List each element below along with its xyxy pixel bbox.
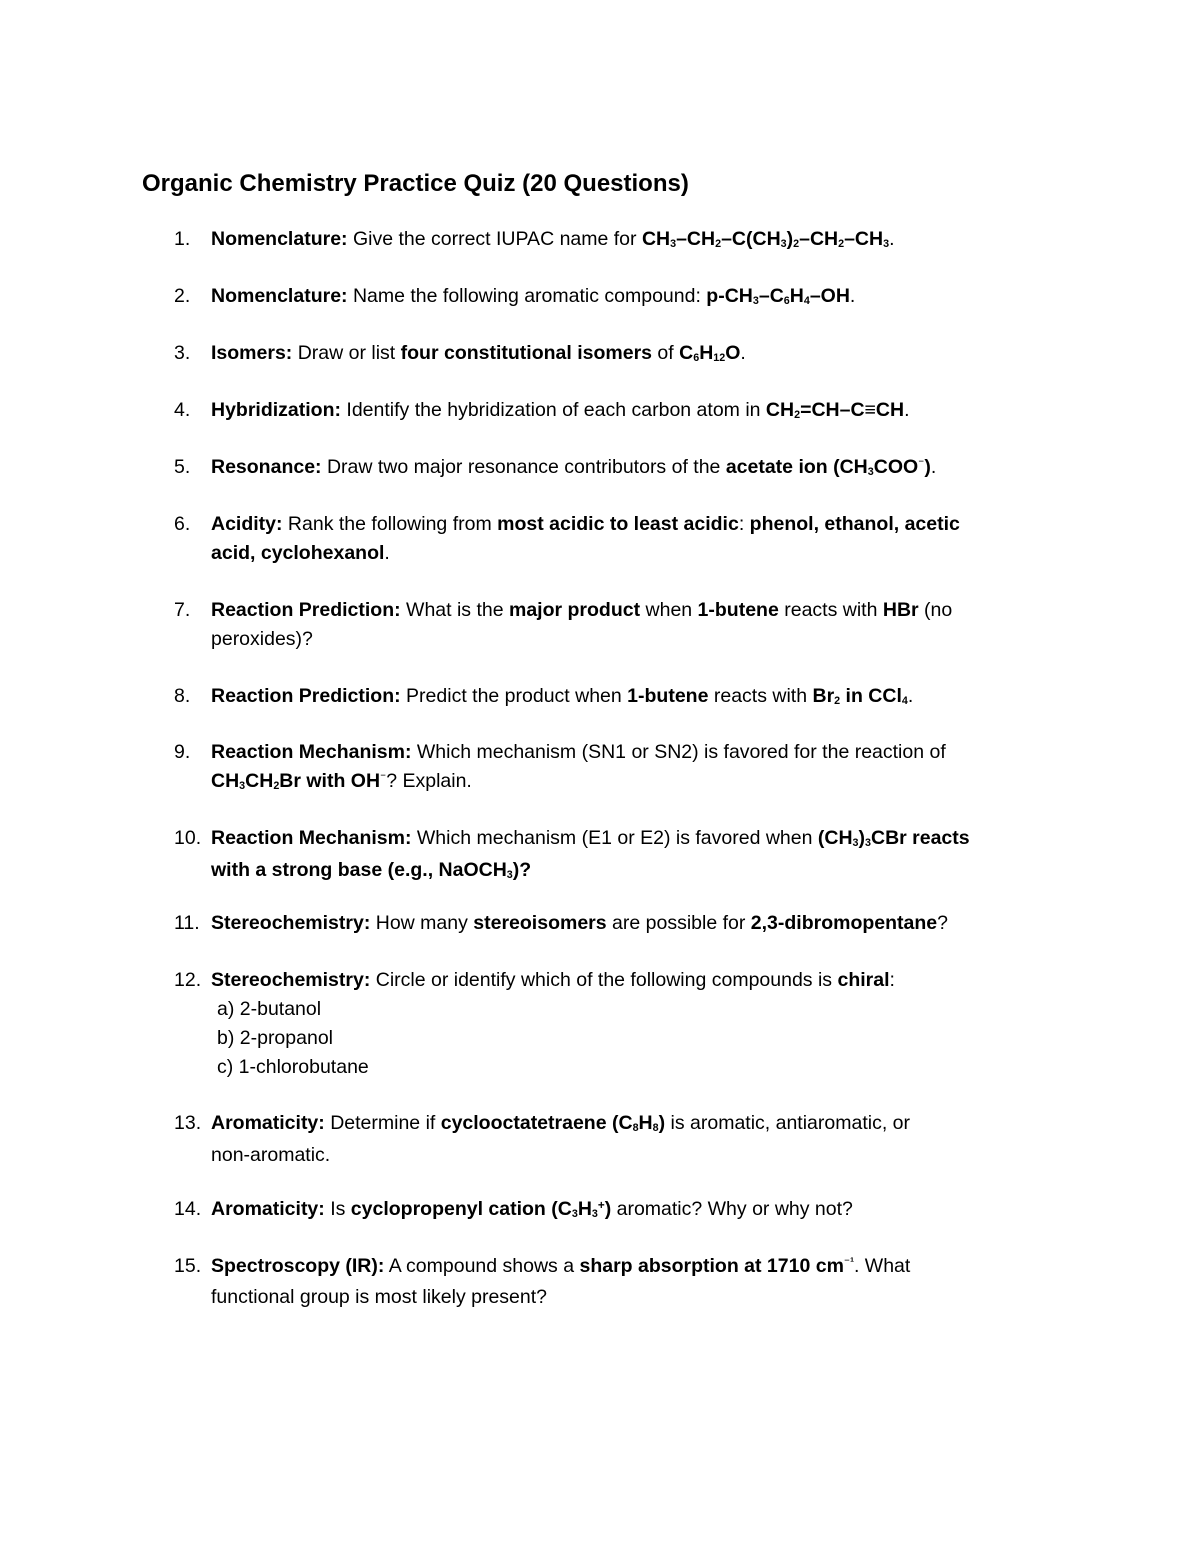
- question-text: Stereochemistry: Circle or identify which of the following compounds is chiral: a) 2-butanol b) 2-propanol c) 1-chlorobutane: [211, 966, 1071, 1082]
- question-text: Aromaticity: Determine if cyclooctatetraene $(C_8H_8)$ is aromatic, antiaromatic, or non-aromatic.: [211, 1112, 911, 1166]
- question-number: 1.: [174, 228, 191, 250]
- question-topic: Nomenclature:: [211, 228, 348, 250]
- question-topic: Reaction Mechanism:: [211, 827, 412, 849]
- question-text: Isomers: Draw or list four constitutional isomers of $C_6H_{12}O$.: [211, 342, 746, 364]
- chemical-formula: $p-CH_3-C_6H_4-OH$: [706, 285, 850, 307]
- question-number: 7.: [174, 599, 191, 621]
- question-text: Nomenclature: Name the following aromatic compound: $p-CH_3-C_6H_4-OH$.: [211, 285, 856, 307]
- question-number: 8.: [174, 685, 191, 707]
- question-text: Nomenclature: Give the correct IUPAC name for $CH_3-CH_2-C(CH_3)_2-CH_2-CH_3$.: [211, 228, 895, 250]
- question-topic: Isomers:: [211, 342, 293, 364]
- question-number: 9.: [174, 741, 191, 763]
- question-number: 11.: [174, 912, 200, 934]
- question-topic: Aromaticity:: [211, 1112, 325, 1134]
- question-topic: Spectroscopy (IR):: [211, 1255, 385, 1277]
- question-topic: Nomenclature:: [211, 285, 348, 307]
- question-number: 5.: [174, 456, 191, 478]
- question-number: 14.: [174, 1198, 202, 1220]
- question-number: 3.: [174, 342, 191, 364]
- question-number: 10.: [174, 827, 202, 849]
- answer-option-c: c) 1-chlorobutane: [217, 1056, 369, 1078]
- question-topic: Stereochemistry:: [211, 969, 371, 991]
- question-text: Spectroscopy (IR): A compound shows a sharp absorption at 1710 $cm^{^{-1}}$. What functional group is most likely present?: [211, 1255, 911, 1308]
- question-topic: Reaction Prediction:: [211, 685, 401, 707]
- document-title: Organic Chemistry Practice Quiz (20 Questions): [142, 170, 689, 197]
- question-topic: Acidity:: [211, 513, 283, 535]
- question-text: Aromaticity: Is cyclopropenyl cation $(C_3H_3^+)$ aromatic? Why or why not?: [211, 1198, 853, 1220]
- chemical-formula: $C_6H_{12}O$: [679, 342, 741, 364]
- question-number: 4.: [174, 399, 191, 421]
- question-topic: Reaction Prediction:: [211, 599, 401, 621]
- question-text: Resonance: Draw two major resonance contributors of the acetate ion $(CH_3COO^{^-})$.: [211, 456, 937, 478]
- question-number: 12.: [174, 969, 202, 991]
- question-number: 6.: [174, 513, 191, 535]
- question-topic: Hybridization:: [211, 399, 341, 421]
- chemical-formula: $CH_3-CH_2-C(CH_3)_2-CH_2-CH_3$: [641, 228, 890, 250]
- question-text: Stereochemistry: How many stereoisomers are possible for 2,3-dibromopentane?: [211, 912, 948, 934]
- question-text: Reaction Mechanism: Which mechanism (SN1 or SN2) is favored for the reaction of $CH_3CH_2Br$ with OH⁻? Explain.: [211, 741, 946, 792]
- question-number: 15.: [174, 1255, 202, 1277]
- answer-option-b: b) 2-propanol: [217, 1027, 333, 1049]
- question-number: 2.: [174, 285, 191, 307]
- question-text: Acidity: Rank the following from most acidic to least acidic: phenol, ethanol, acetic acid, cyclohexanol.: [211, 513, 960, 564]
- question-number: 13.: [174, 1112, 202, 1134]
- question-text: Hybridization: Identify the hybridization of each carbon atom in $CH_2=CH-C\equiv CH$.: [211, 399, 910, 421]
- question-topic: Resonance:: [211, 456, 322, 478]
- question-topic: Reaction Mechanism:: [211, 741, 412, 763]
- question-topic: Stereochemistry:: [211, 912, 371, 934]
- question-text: Reaction Prediction: What is the major product when 1-butene reacts with HBr (no peroxides)?: [211, 599, 953, 650]
- chemical-formula: $CH_2=CH-C\equiv CH$: [765, 399, 905, 421]
- question-text: Reaction Mechanism: Which mechanism (E1 or E2) is favored when $(CH_3)_3CBr$ reacts with a strong base (e.g., NaOCH$_3$)?: [211, 827, 970, 881]
- question-topic: Aromaticity:: [211, 1198, 325, 1220]
- question-text: Reaction Prediction: Predict the product when 1-butene reacts with $Br_2$ in CCl$_4$.: [211, 685, 914, 707]
- answer-option-a: a) 2-butanol: [217, 998, 322, 1020]
